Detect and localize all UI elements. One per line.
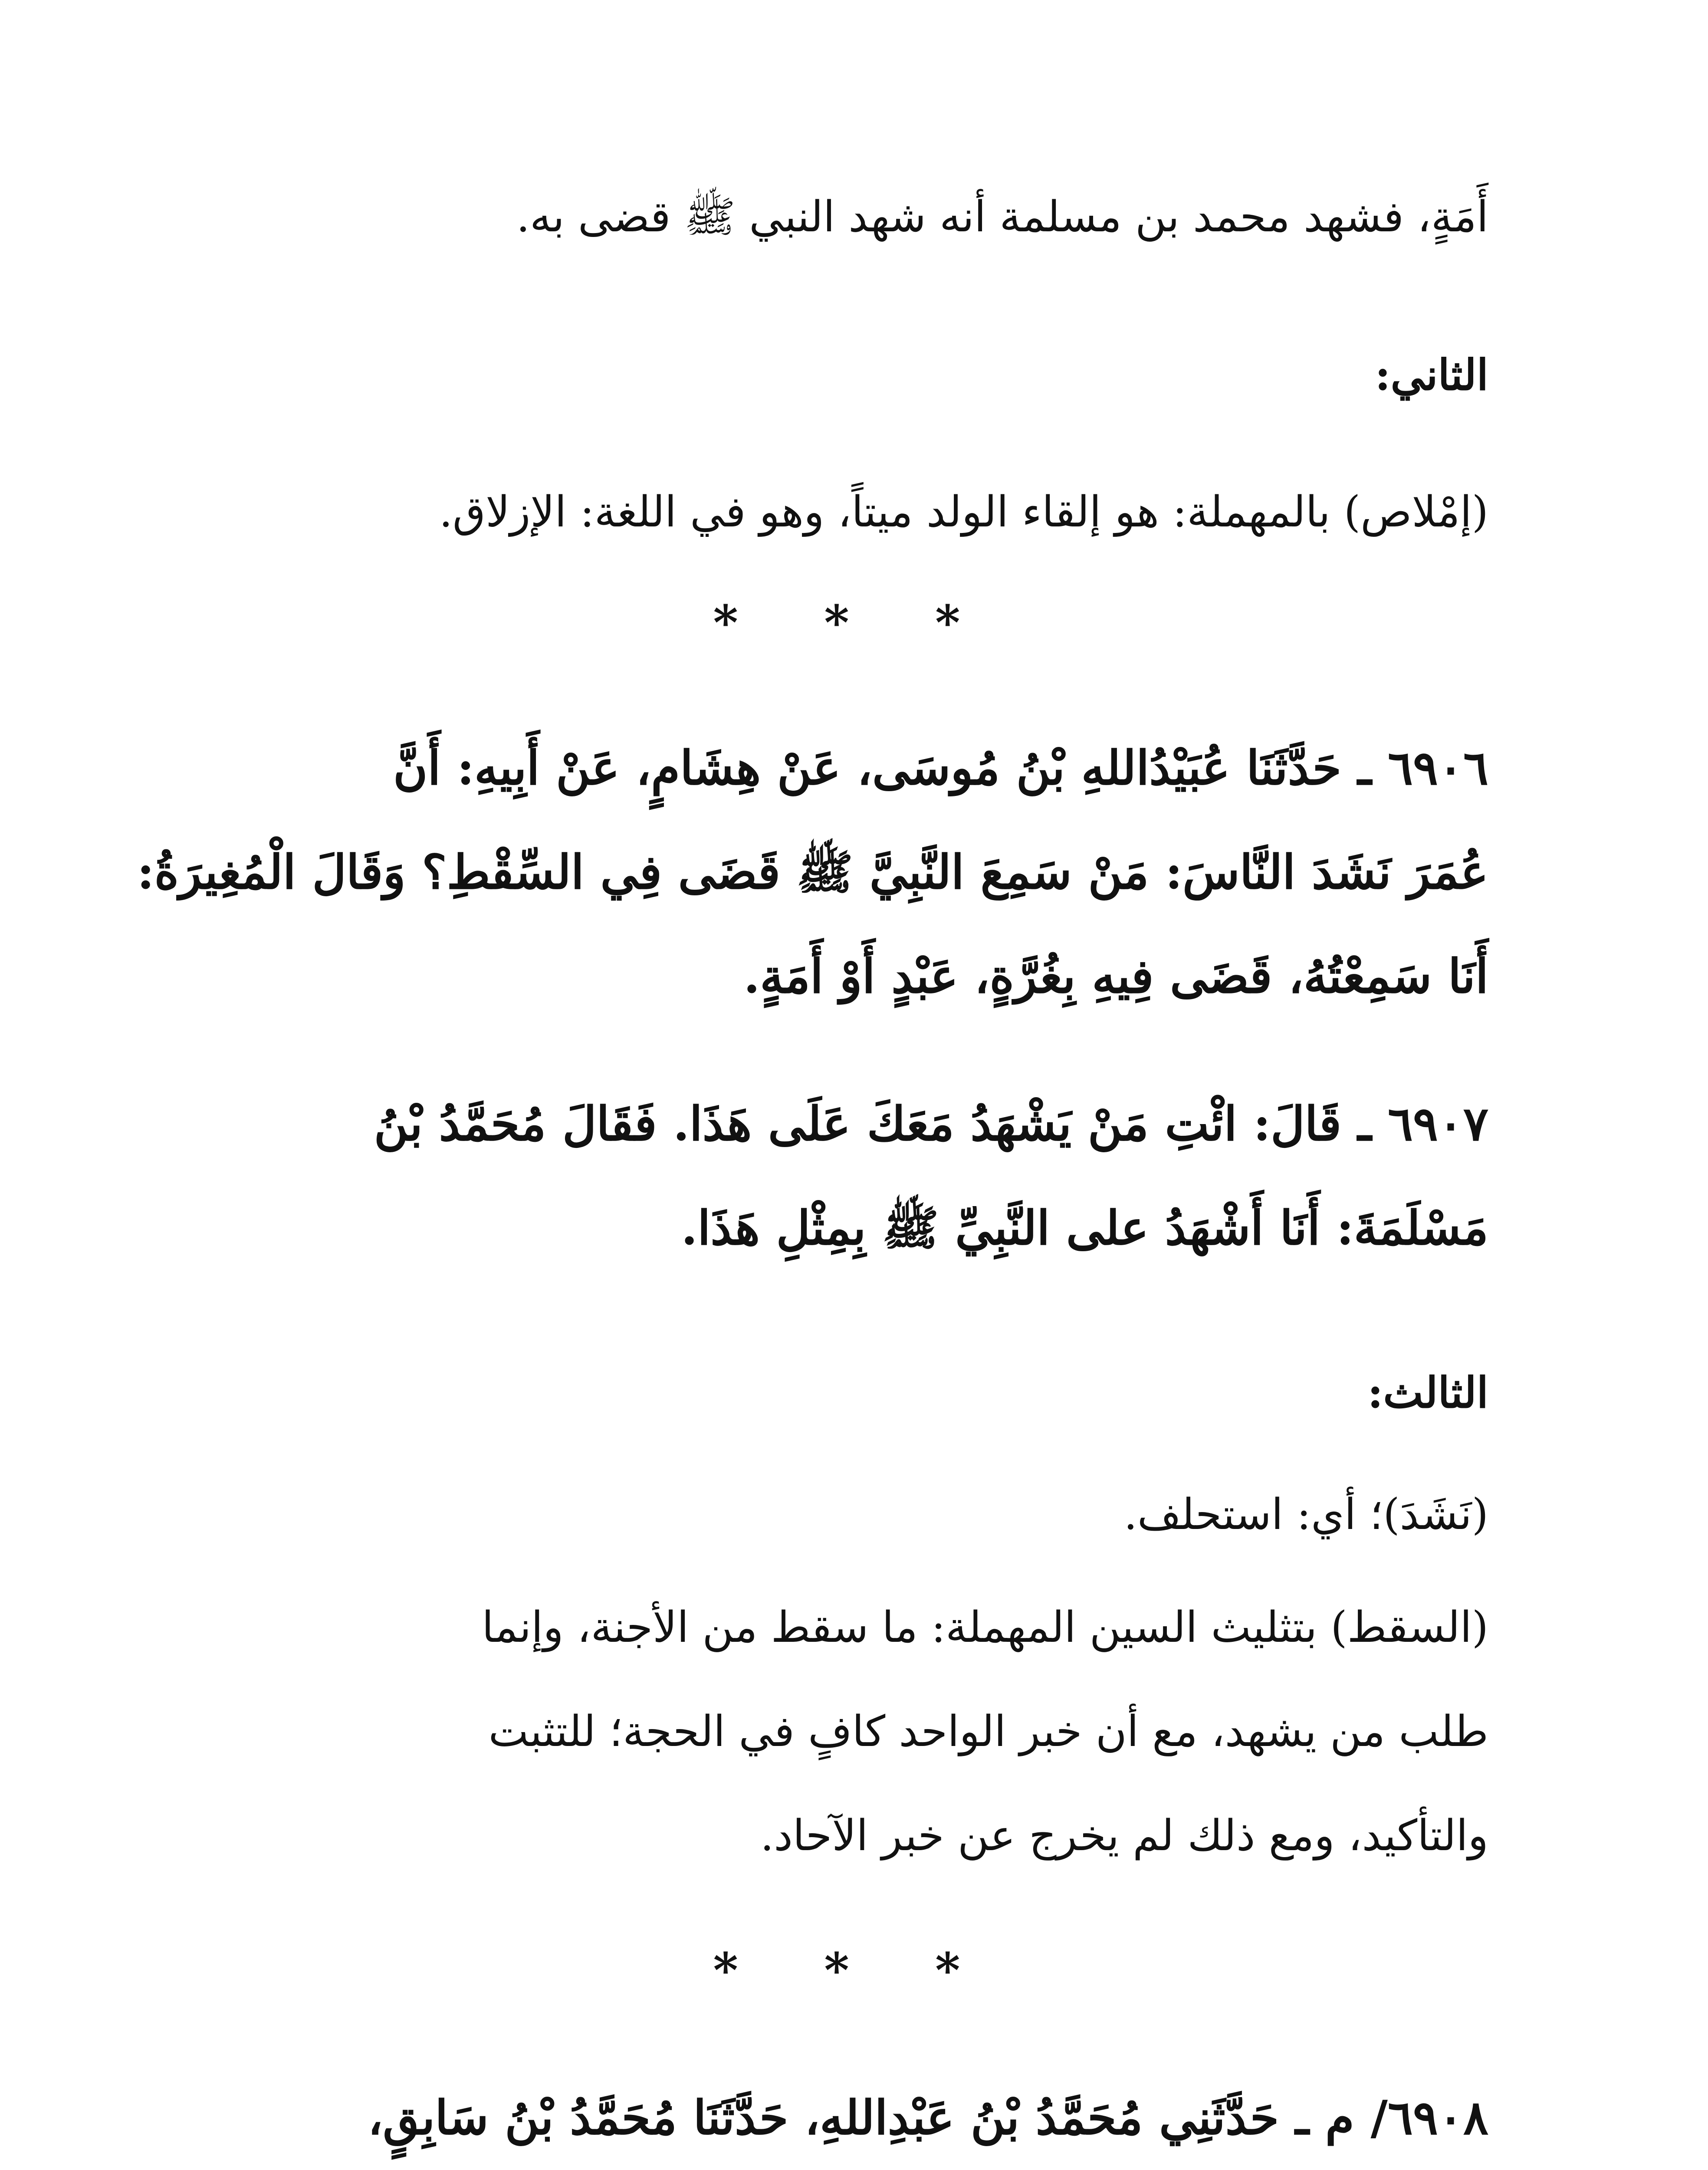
text-line: الثالث: [1367,1368,1488,1418]
commentary-saqt [204,1575,1488,1888]
separator-stars: * * * [713,595,995,651]
section-heading-second [204,323,1488,427]
hadith-6907 [204,1072,1488,1280]
commentary-imlas [204,460,1488,564]
text-line: أَمَةٍ، فشهد محمد بن مسلمة أنه شهد النبي ﷺ قضى به. [516,192,1488,242]
text-line: (إمْلاص) بالمهملة: هو إلقاء الولد ميتاً، وهو في اللغة: الإزلاق. [439,487,1488,537]
text-line: أَنَا سَمِعْتُهُ، قَضَى فِيهِ بِغُرَّةٍ، عَبْدٍ أَوْ أَمَةٍ. [743,949,1488,1004]
text-line: الثاني: [1375,350,1488,400]
commentary-nashada [204,1463,1488,1567]
text-line: (نَشَدَ)؛ أي: استحلف. [1123,1490,1488,1539]
hadith-6908 [204,2066,1488,2170]
text-line: ٦٩٠٧ ـ قَالَ: ائْتِ مَنْ يَشْهَدُ مَعَكَ عَلَى هَذَا. فَقَالَ مُحَمَّدُ بْنُ [374,1097,1488,1151]
text-line: ٦٩٠٨/ م ـ حَدَّثَنِي مُحَمَّدُ بْنُ عَبْدِاللهِ، حَدَّثَنَا مُحَمَّدُ بْنُ سَابِقٍ، [368,2091,1488,2145]
text-line: عُمَرَ نَشَدَ النَّاسَ: مَنْ سَمِعَ النَّبِيَّ ﷺ قَضَى فِي السِّقْطِ؟ وَقَالَ الْمُغِيرَةُ: [137,845,1488,900]
text-line: ٦٩٠٦ ـ حَدَّثَنَا عُبَيْدُاللهِ بْنُ مُوسَى، عَنْ هِشَامٍ، عَنْ أَبِيهِ: أَنَّ [393,741,1488,796]
section-heading-third [204,1341,1488,1445]
text-line: (السقط) بتثليث السين المهملة: ما سقط من الأجنة، وإنما [482,1603,1488,1652]
text-line: والتأكيد، ومع ذلك لم يخرج عن خبر الآحاد. [760,1811,1488,1861]
paragraph-continuation [204,165,1488,269]
hadith-6906 [137,716,1488,1029]
separator-stars: * * * [713,1942,995,1998]
text-line: مَسْلَمَةَ: أَنَا أَشْهَدُ على النَّبِيِّ ﷺ بِمِثْلِ هَذَا. [681,1201,1488,1256]
text-line: طلب من يشهد، مع أن خبر الواحد كافٍ في الحجة؛ للتثبت [488,1707,1488,1756]
